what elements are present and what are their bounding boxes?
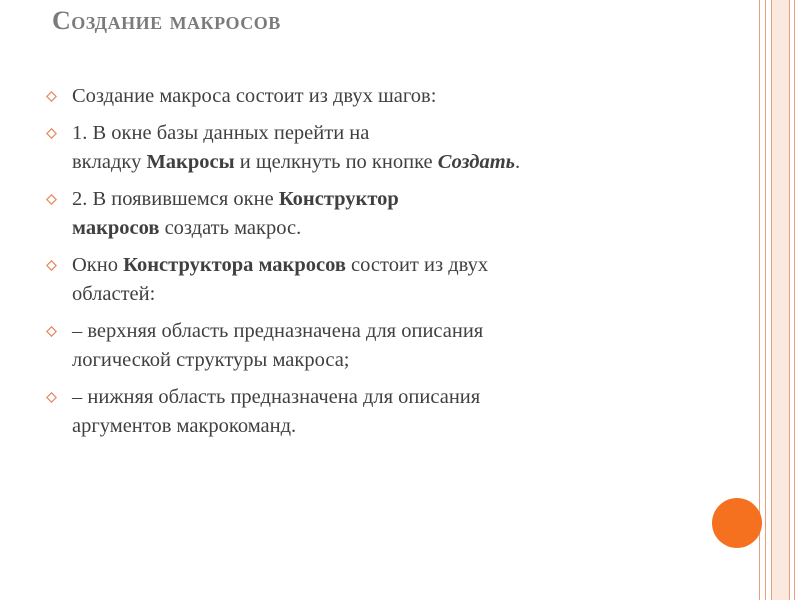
text-segment: Создание макроса состоит из двух шагов: — [72, 85, 437, 107]
text-segment: логической структуры макроса; — [72, 349, 350, 371]
text-segment: . — [515, 151, 521, 173]
list-item — [46, 317, 646, 375]
border-accent-band — [772, 0, 789, 600]
text-segment: состоит из двух — [345, 254, 489, 276]
text-segment: Конструктора макросов — [123, 254, 346, 276]
text-segment: Макросы — [146, 151, 235, 173]
slide-title: Создание макросов — [52, 6, 281, 35]
list-item — [46, 119, 646, 177]
border-line — [789, 0, 790, 600]
text-segment: и щелкнуть по кнопке — [234, 151, 438, 173]
text-segment: 1. В окне базы данных перейти на — [72, 122, 370, 144]
list-item-line — [72, 214, 646, 243]
list-item — [46, 82, 646, 111]
border-line — [765, 0, 766, 600]
diamond-outline-icon — [46, 128, 57, 139]
diamond-outline-icon — [46, 326, 57, 337]
text-segment: Создать — [437, 151, 516, 173]
list-item-line — [72, 148, 646, 177]
text-segment: вкладку — [72, 151, 147, 173]
list-item — [46, 251, 646, 309]
border-line — [794, 0, 795, 600]
diamond-outline-icon — [46, 392, 57, 403]
list-item — [46, 185, 646, 243]
diamond-outline-icon — [46, 91, 57, 102]
text-segment: – верхняя область предназначена для описания — [72, 320, 484, 342]
list-item-line — [72, 82, 646, 111]
bullet-list — [46, 82, 646, 449]
border-line — [771, 0, 772, 600]
text-segment: Конструктор — [278, 188, 399, 210]
list-item-line — [72, 412, 646, 441]
list-item-line — [72, 346, 646, 375]
list-item-line — [72, 185, 646, 214]
text-segment: 2. В появившемся окне — [72, 188, 279, 210]
decorative-circle — [712, 498, 762, 548]
text-segment: Окно — [72, 254, 124, 276]
list-item-line — [72, 317, 646, 346]
text-segment: создать макрос. — [159, 217, 302, 239]
list-item-line — [72, 119, 646, 148]
text-segment: областей: — [72, 283, 156, 305]
list-item-line — [72, 251, 646, 280]
text-segment: – нижняя область предназначена для описания — [72, 386, 481, 408]
text-segment: аргументов макрокоманд. — [72, 415, 297, 437]
diamond-outline-icon — [46, 260, 57, 271]
text-segment: макросов — [72, 217, 160, 239]
diamond-outline-icon — [46, 194, 57, 205]
list-item-line — [72, 383, 646, 412]
list-item-line — [72, 280, 646, 309]
border-line — [759, 0, 760, 600]
list-item — [46, 383, 646, 441]
